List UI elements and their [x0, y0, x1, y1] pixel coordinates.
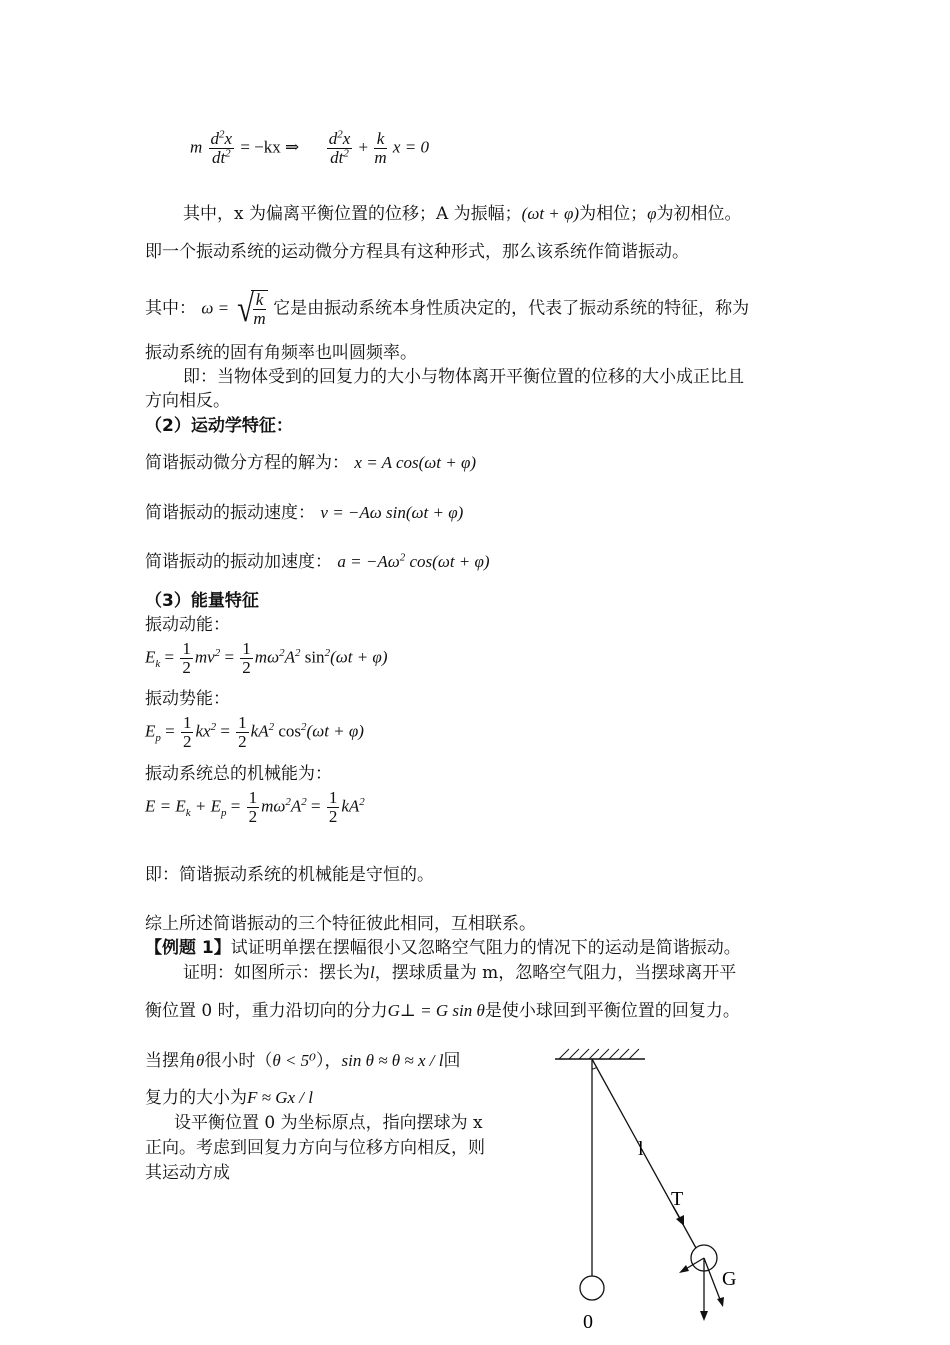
label-g: G — [722, 1268, 737, 1290]
paragraph: 综上所述简谐振动的三个特征彼此相同，互相联系。 — [145, 914, 536, 934]
paragraph: 其中，x 为偏离平衡位置的位移；A 为振幅；(ωt + φ)为相位；φ为初相位。 — [183, 204, 742, 224]
section-heading: （2）运动学特征： — [145, 416, 293, 436]
paragraph: 振动系统总的机械能为： — [145, 764, 332, 784]
paragraph: 其运动方成 — [145, 1163, 230, 1183]
paragraph: 设平衡位置 0 为坐标原点，指向摆球为 x — [174, 1113, 483, 1133]
paragraph: 振动系统的固有角频率也叫圆频率。 — [145, 343, 417, 363]
ceiling-hatch — [559, 1049, 639, 1059]
equilibrium-ball — [580, 1276, 604, 1300]
gravity-arrowhead — [700, 1311, 708, 1321]
paragraph: 正向。考虑到回复力方向与位移方向相反，则 — [145, 1138, 485, 1158]
kinematics-velocity: 简谐振动的振动速度： v = −Aω sin(ωt + φ) — [145, 503, 464, 523]
label-t: T — [671, 1188, 684, 1210]
total-energy-equation: $E = E_k + E_p$ = $\frac{1}{2}$ $m\omega^2A^2$ = $\frac{1}{2}$ $kA^2$ — [145, 788, 365, 826]
paragraph: 即：当物体受到的回复力的大小与物体离开平衡位置的位移的大小成正比且 — [183, 367, 744, 387]
label-o: 0 — [583, 1311, 593, 1333]
kinematics-solution: 简谐振动微分方程的解为： x = A cos(ωt + φ) — [145, 453, 477, 473]
equation-motion: m $\frac{d^2x}{dt^2}$ = −kx ⇒ $\frac{d^2x}{dt^2}$ + $\frac{k}{m}$ x = 0 — [190, 128, 429, 167]
paragraph-omega: 其中： ω = √ $\frac{k}{m}$ 它是由振动系统本身性质决定的，代表了振动系统的特征，称为 — [145, 288, 750, 330]
potential-energy-equation: $E_p$ = $\frac{1}{2}$ $kx^2$ = $\frac{1}{2}$ $kA^2$ $\cos^2(\omega t + \varphi)$ — [145, 713, 364, 751]
example-heading: 【例题 1】试证明单摆在摆幅很小又忽略空气阻力的情况下的运动是简谐振动。 — [145, 938, 741, 958]
paragraph: 振动动能： — [145, 615, 230, 635]
tangential-arrowhead — [679, 1265, 689, 1273]
paragraph: 即一个振动系统的运动微分方程具有这种形式，那么该系统作简谐振动。 — [145, 242, 689, 262]
pendulum-diagram — [545, 1045, 765, 1335]
paragraph: 证明：如图所示：摆长为l，摆球质量为 m，忽略空气阻力，当摆球离开平 — [183, 963, 737, 983]
paragraph: 复力的大小为F ≈ Gx / l — [145, 1088, 313, 1108]
label-l: l — [638, 1138, 644, 1160]
kinetic-energy-equation: $E_k$ = $\frac{1}{2}$ $mv^2$ = $\frac{1}{2}$ $m\omega^2A^2$ $\sin^2(\omega t + \varphi)$ — [145, 639, 388, 677]
kinematics-acceleration: 简谐振动的振动加速度： $a = -A\omega^2$ cos(ωt + φ) — [145, 551, 490, 572]
paragraph: 振动势能： — [145, 689, 230, 709]
radial-arrowhead — [717, 1297, 724, 1307]
paragraph: 当摆角θ很小时（θ < 5⁰），sin θ ≈ θ ≈ x / l回 — [145, 1051, 461, 1071]
section-heading: （3）能量特征 — [145, 591, 259, 611]
paragraph: 方向相反。 — [145, 391, 230, 411]
paragraph: 衡位置 0 时，重力沿切向的分力G⊥ = G sin θ是使小球回到平衡位置的回复力。 — [145, 1001, 740, 1021]
tension-arrowhead — [676, 1215, 684, 1226]
paragraph: 即：简谐振动系统的机械能是守恒的。 — [145, 865, 434, 885]
